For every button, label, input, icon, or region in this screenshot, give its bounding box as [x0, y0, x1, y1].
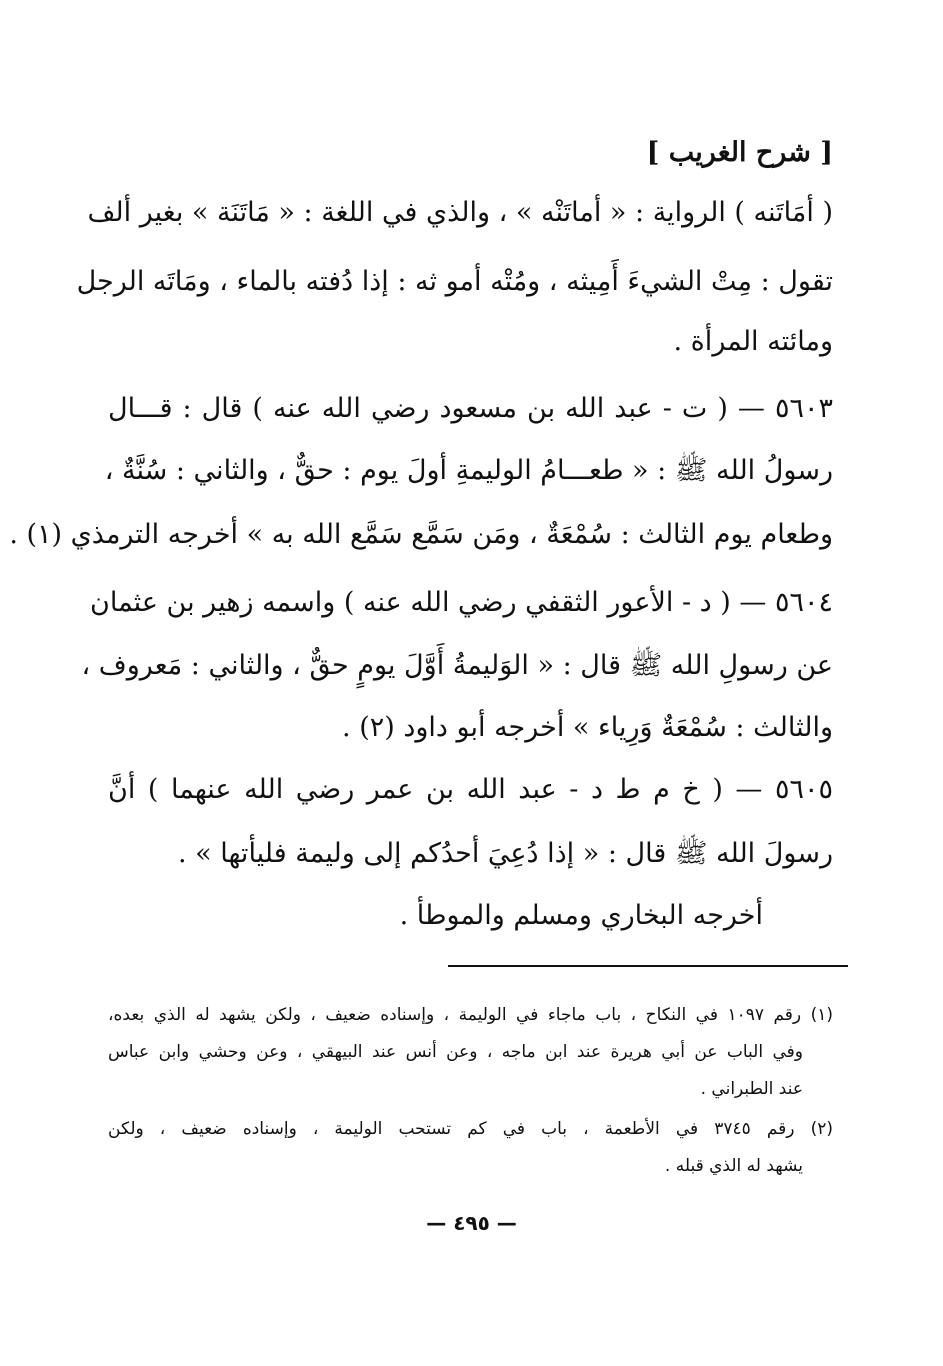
hadith-line: رسولُ الله ﷺ : « طعـــامُ الوليمةِ أولَ يوم : حقٌّ ، والثاني : سُنَّةٌ ، — [104, 455, 833, 486]
hadith-line: رسولَ الله ﷺ قال : « إذا دُعِيَ أحدُكم إلى وليمة فليأتها » . — [177, 838, 833, 869]
glossary-line: تقول : مِتْ الشيءَ أَمِيثه ، ومُتْه أمو ثه : إذا دُفته بالماء ، ومَاتَه الرجل — [76, 266, 833, 297]
glossary-line: ومائته المرأة . — [673, 326, 833, 357]
page-number: — ٤٩٥ — — [426, 1211, 517, 1235]
hadith-line: والثالث : سُمْعَةٌ وَرِياء » أخرجه أبو داود (٢) . — [342, 712, 833, 743]
footnote-line: (١) رقم ١٠٩٧ في النكاح ، باب ماجاء في الوليمة ، وإسناده ضعيف ، ولكن يشهد له الذي بعده، — [108, 1005, 833, 1025]
hadith-line: عن رسولِ الله ﷺ قال : « الوَليمةُ أَوَّلَ يومٍ حقٌّ ، والثاني : مَعروف ، — [81, 650, 833, 681]
hadith-line: أخرجه البخاري ومسلم والموطأ . — [399, 900, 763, 931]
footnote-line: يشهد له الذي قبله . — [664, 1156, 803, 1176]
footnote-line: عند الطبراني . — [700, 1079, 803, 1099]
hadith-line: ٥٦٠٣ — ( ت - عبد الله بن مسعود رضي الله عنه ) قال : قـــال — [108, 393, 833, 424]
footnote-line: وفي الباب عن أبي هريرة عند ابن ماجه ، وعن أنس عند البيهقي ، وعن وحشي وابن عباس — [108, 1042, 803, 1062]
hadith-line: وطعام يوم الثالث : سُمْعَةٌ ، ومَن سَمَّع سَمَّع الله به » أخرجه الترمذي (١) . — [9, 519, 833, 550]
footnote-line: (٢) رقم ٣٧٤٥ في الأطعمة ، باب في كم تستحب الوليمة ، وإسناده ضعيف ، ولكن — [108, 1119, 833, 1139]
hadith-line: ٥٦٠٥ — ( خ م ط د - عبد الله بن عمر رضي الله عنهما ) أنَّ — [108, 774, 833, 805]
section-heading: [ شرح الغريب ] — [646, 137, 833, 168]
footnote-separator — [448, 965, 848, 967]
hadith-line: ٥٦٠٤ — ( د - الأعور الثقفي رضي الله عنه ) واسمه زهير بن عثمان — [90, 587, 833, 618]
glossary-line: ( أمَاتَنه ) الرواية : « أماتَنْه » ، والذي في اللغة : « مَاتَنَة » بغير ألف — [87, 197, 833, 228]
